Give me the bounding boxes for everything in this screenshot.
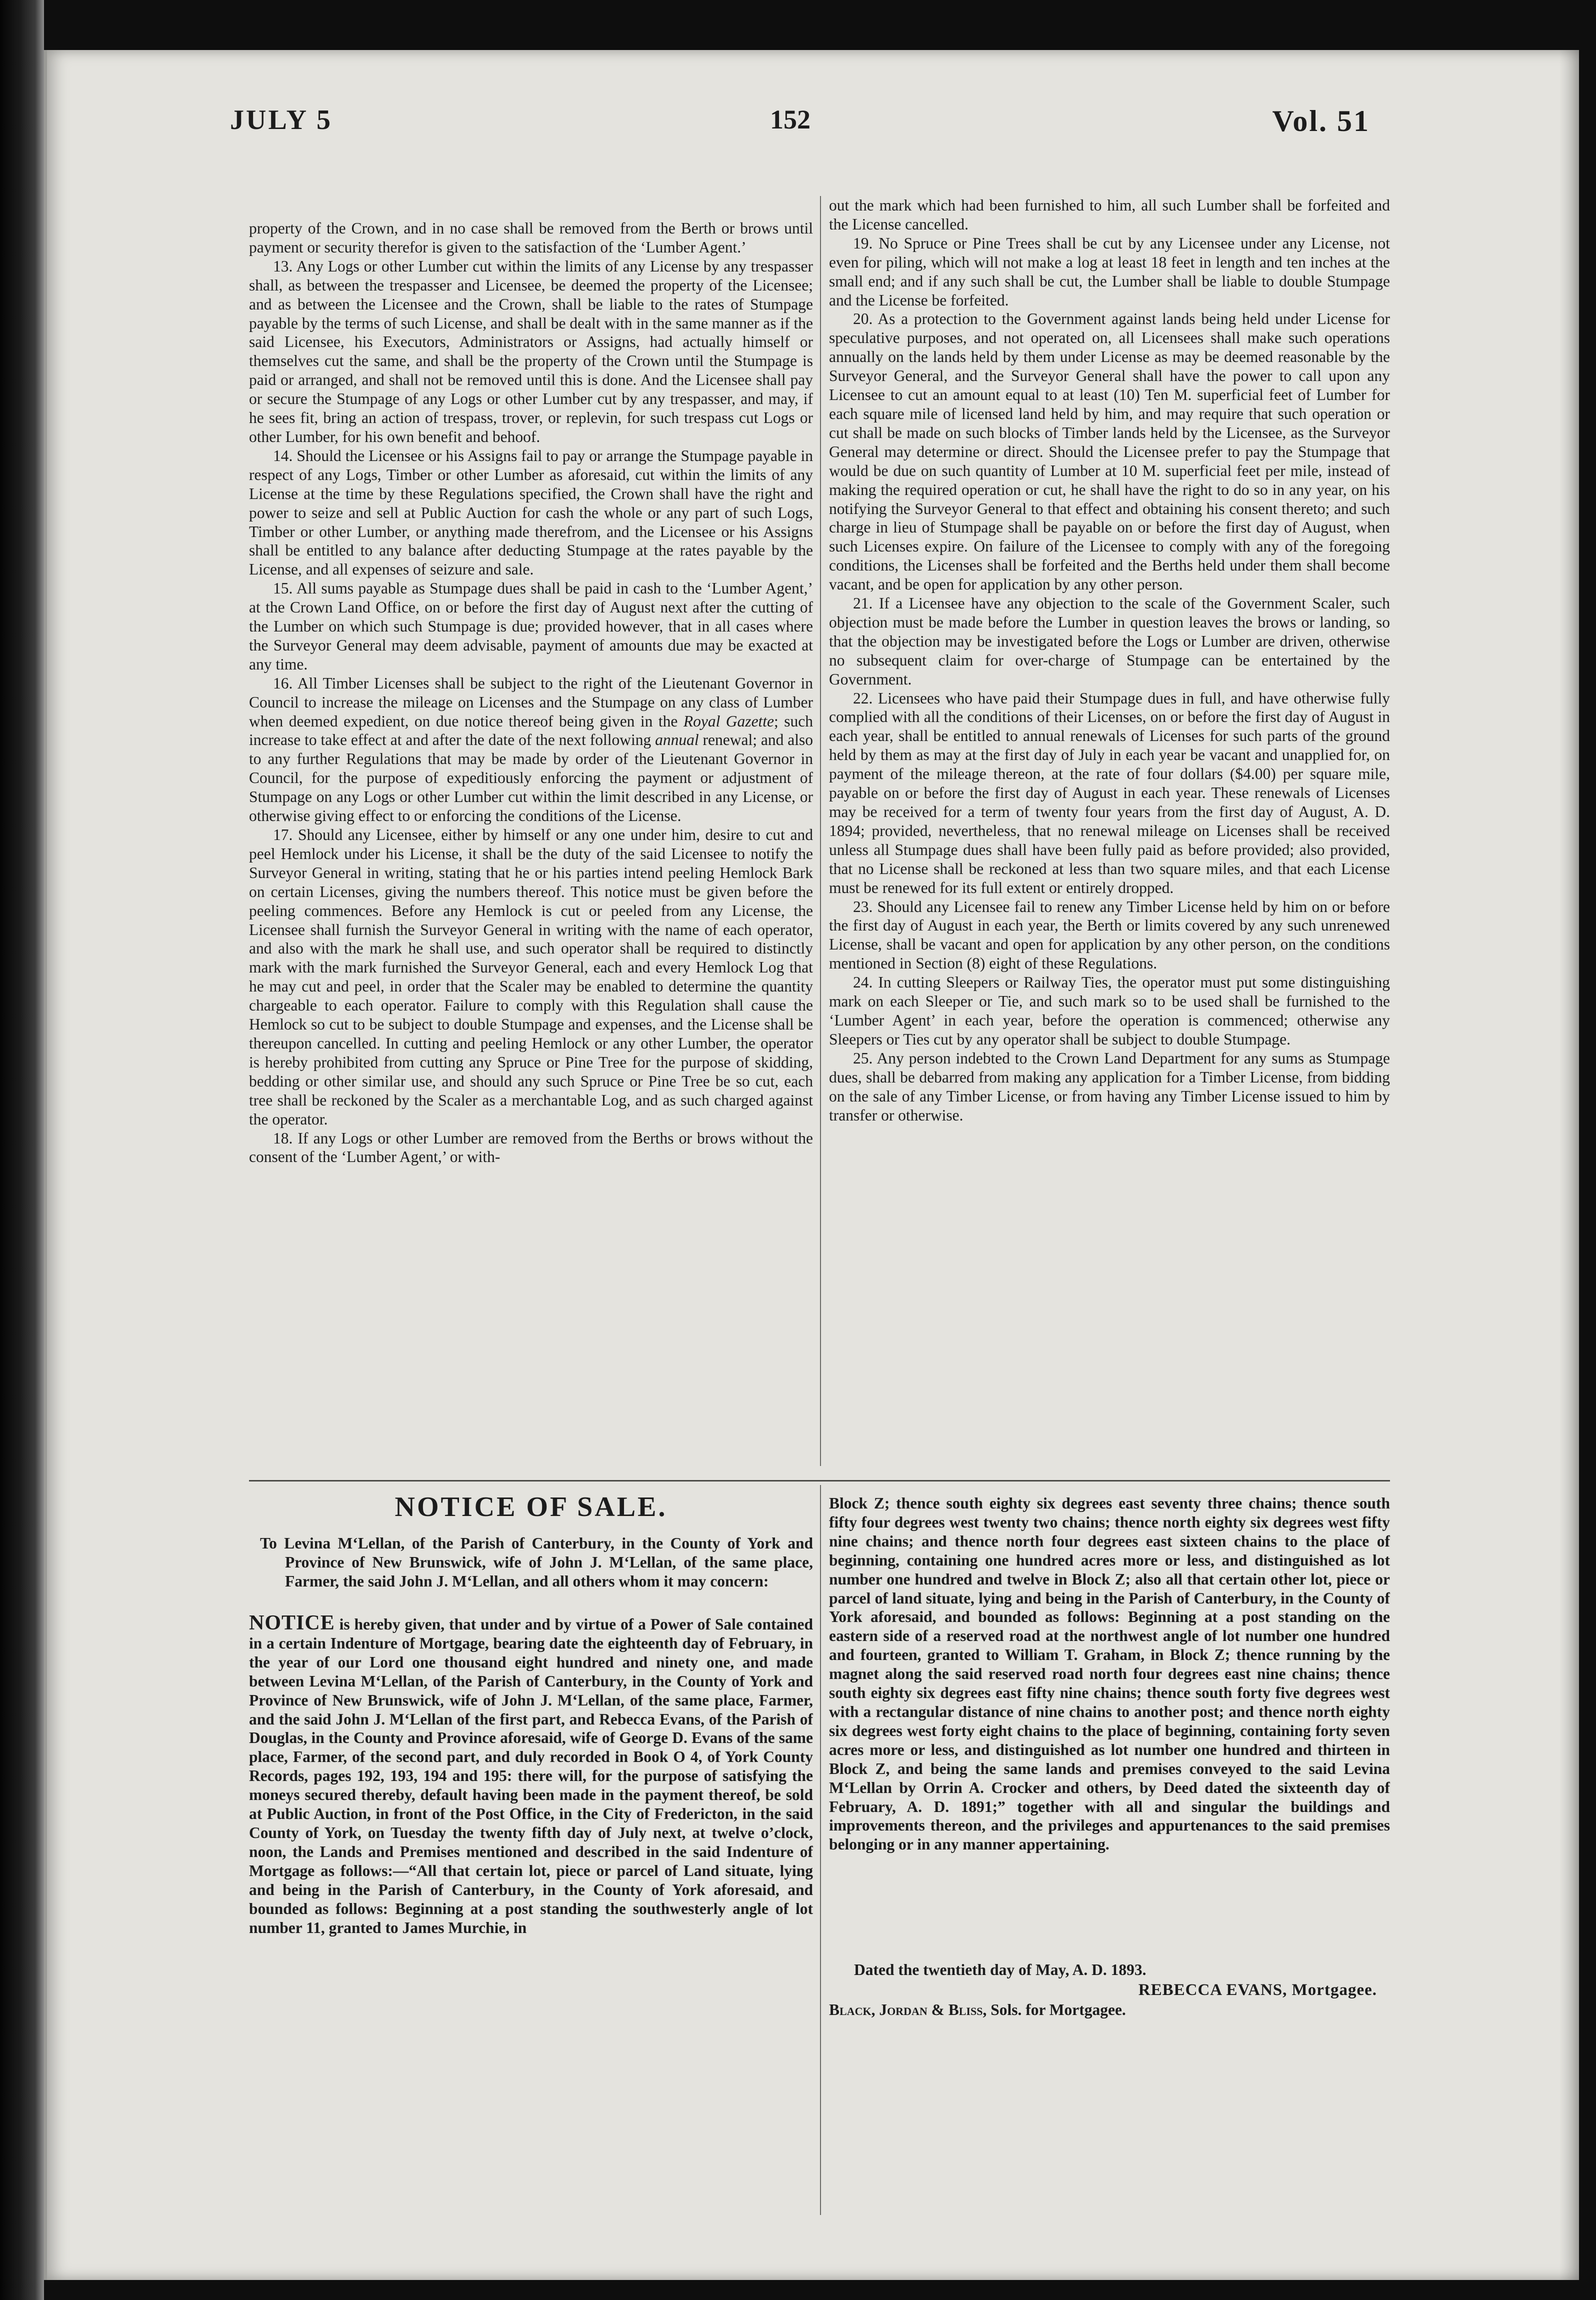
notice-body-left: is hereby given, that under and by virtue of a Power of Sale contained in a certain Indenture of Mortgage, bearing date the eighteenth day of February, in the year of our Lord one thousand eight hundred and ninety one, and made between Levina M‘Lellan, of the Parish of Canterbury, in the County of York and Province of New Brunswick, wife of John J. M‘Lellan, of the same place, Farmer, and the said John J. M‘Lellan of the first part, and Rebecca Evans, of the Parish of Douglas, in the County and Province aforesaid, wife of George D. Evans of the same place, Farmer, of the second part, and duly recorded in Book O 4, of York County Records, pages 192, 193, 194 and 195: there will, for the purpose of satisfying the moneys secured thereby, default having been made in the payment thereof, be sold at Public Auction, in front of the Post Office, in the City of Fredericton, in the said County of York, on Tuesday the twenty fifth day of July next, at twelve o’clock, noon, the Lands and Premises mentioned and described in the said Indenture of Mortgage as follows:—“All that certain lot, piece or parcel of Land situate, lying and being in the Parish of Canterbury, in the County of York aforesaid, and bounded as follows: Beginning at a post standing the southwesterly angle of lot number 11, granted to James Murchie, in — [249, 1616, 813, 1936]
regulation-19: 19. No Spruce or Pine Trees shall be cut by any Licensee under any License, not even for piling, which will not make a log at least 18 feet in length and ten inches at the small end; and if any such shall be cut, the Lumber shall be liable to double Stumpage and the License be forfeited. — [829, 234, 1390, 309]
scan-border — [0, 0, 44, 2300]
regulation-16-mid: ; such increase to take effect at and after the date of the next following — [249, 712, 813, 749]
issue-date: JULY 5 — [230, 104, 333, 136]
column-divider — [820, 196, 821, 1466]
regulation-16-text: 16. All Timber Licenses shall be subject to the right of the Lieutenant Governor in Council to increase the mileage on Licenses and the Stumpage on any class of Lumber when deemed expedient, on due notice thereof being given in the — [249, 674, 813, 730]
regulations-right-column — [829, 196, 1390, 1466]
regulation-14: 14. Should the Licensee or his Assigns fail to pay or arrange the Stumpage payable in respect of any Logs, Timber or other Lumber as aforesaid, cut within the limits of any License at the time by these Regulations specified, the Crown shall have the right and power to seize and sell at Public Auction for cash the whole or any part of such Logs, Timber or other Lumber, or anything made therefrom, and the Licensee or his Assigns shall be entitled to any balance after deducting Stumpage at the rates payable by the License, and all expenses of seizure and sale. — [249, 446, 813, 578]
annual-italic: annual — [655, 731, 699, 749]
section-divider — [249, 1480, 1390, 1482]
regulations-left-column — [249, 219, 813, 1469]
regulation-17: 17. Should any Licensee, either by himself or any one under him, desire to cut and peel Hemlock under his License, it shall be the duty of the said Licensee to notify the Surveyor General in writing, stating that he or his parties intend peeling Hemlock Bark on certain Licenses, giving the numbers thereof. This notice must be given before the peeling commences. Before any Hemlock is cut or peeled from any License, the Licensee shall furnish the Surveyor General in writing with the name of each operator, and also with the mark he shall use, and such operator shall be required to distinctly mark with the mark furnished the Surveyor General, each and every Hemlock Log that he may cut and peel, in order that the Scaler may be enabled to determine the quantity chargeable to each operator. Failure to comply with this Regulation shall cause the Hemlock so cut to be subject to double Stumpage and expenses, and the License shall be thereupon cancelled. In cutting and peeling Hemlock or any other Lumber, the operator is hereby prohibited from cutting any Spruce or Pine Tree for the purpose of skidding, bedding or other similar use, and should any such Spruce or Pine Tree be so cut, each tree shall be reckoned by the Scaler as a merchantable Log, and as such charged against the operator. — [249, 826, 813, 1128]
page-header — [230, 104, 1370, 154]
notice-addressee: To Levina M‘Lellan, of the Parish of Canterbury, in the County of York and Province of New Brunswick, wife of John J. M‘Lellan, of the same place, Farmer, the said John J. M‘Lellan, and all others whom it may concern: — [260, 1534, 813, 1590]
page-shadow — [1559, 50, 1579, 2280]
page-number: 152 — [770, 104, 810, 134]
regulation-16-end: renewal; and also to any further Regulations that may be made by order of the Lieutenant Governor in Council, for the purpose of expeditiously enforcing the payment or adjustment of Stumpage on any Logs or other Lumber cut within the limit described in any License, or otherwise giving effect to or enforcing the conditions of the License. — [249, 731, 813, 825]
notice-column-divider — [820, 1485, 821, 2215]
notice-signer: REBECCA EVANS, Mortgagee. — [1138, 1981, 1377, 1999]
royal-gazette-italic: Royal Gazette — [683, 712, 774, 730]
regulation-22: 22. Licensees who have paid their Stumpage dues in full, and have otherwise fully complied with all the conditions of their Licenses, on or before the first day of August in each year, shall be entitled to annual renewals of Licenses for such parts of the ground held by them as may at the first day of July in each year be vacant and unapplied for, on payment of the mileage thereon, at the rate of four dollars ($4.00) per square mile, payable on or before the first day of August in each year. These renewals of Licenses may be received for a term of twenty four years from the first day of August, A. D. 1894; provided, nevertheless, that no renewal mileage on Licenses shall be received unless all Stumpage dues shall have been fully paid as before provided; also provided, that no License shall be reckoned at less than two square miles, and that each License must be renewed for its full extent or entirely dropped. — [829, 689, 1390, 896]
regulation-20: 20. As a protection to the Government against lands being held under License for speculative purposes, and not operated on, all Licensees shall make such operations annually on the lands held by them under License as may be deemed reasonable by the Surveyor General, and the Surveyor General shall have the power to call upon any Licensee to cut an amount equal to at least (10) Ten M. superficial feet of Lumber for each square mile of licensed land held by him, and may require that such operation or cut shall be made on such blocks of Timber lands held by the Licensee, as the Surveyor General may determine or direct. Should the Licensee prefer to pay the Stumpage that would be due on such quantity of Lumber at 10 M. superficial feet per mile, instead of making the required operation or cut, he shall have the right to do so in any year, on his notifying the Surveyor General to that effect and obtaining his consent thereto; and such charge in lieu of Stumpage shall be payable on or before the first day of August, when such Licenses expire. On failure of the Licensee to comply with any of the foregoing conditions, the Licenses shall be forfeited and the Berths held under them shall become vacant, and be open for application by any other person. — [829, 310, 1390, 594]
regulation-21: 21. If a Licensee have any objection to the scale of the Government Scaler, such objection must be made before the Lumber in question leaves the brows or landing, so that the objection may be investigated before the Logs or Lumber are driven, otherwise no subsequent claim for over-charge of Stumpage can be entertained by the Government. — [829, 594, 1390, 688]
notice-left-column — [249, 1614, 813, 2224]
notice-solicitors — [829, 2001, 1126, 2019]
volume-number: Vol. 51 — [1272, 104, 1370, 138]
regulation-paragraph: out the mark which had been furnished to him, all such Lumber shall be forfeited and the License cancelled. — [829, 196, 1390, 233]
regulation-15: 15. All sums payable as Stumpage dues shall be paid in cash to the ‘Lumber Agent,’ at the Crown Land Office, on or before the first day of August next after the cutting of the Lumber on which such Stumpage is due; provided however, that in all cases where the Surveyor General may deem advisable, payment of amounts due may be exacted at any time. — [249, 580, 813, 673]
regulation-24: 24. In cutting Sleepers or Railway Ties, the operator must put some distinguishing mark on each Sleeper or Tie, and such mark so to be used shall be furnished to the ‘Lumber Agent’ in each year, before the operation is commenced; otherwise any Sleepers or Ties cut by any operator shall be subject to double Stumpage. — [829, 974, 1390, 1048]
solicitors-name: Black, Jordan & Bliss, — [829, 2001, 987, 2018]
notice-dated: Dated the twentieth day of May, A. D. 1893. — [854, 1961, 1146, 1978]
regulation-23: 23. Should any Licensee fail to renew any Timber License held by him on or before the first day of August in each year, the Berth or limits covered by any such unrenewed License, shall be vacant and open for application by any other person, on the conditions mentioned in Section (8) eight of these Regulations. — [829, 898, 1390, 972]
solicitors-role: Sols. for Mortgagee. — [986, 2001, 1126, 2018]
regulation-18: 18. If any Logs or other Lumber are removed from the Berths or brows without the consent of the ‘Lumber Agent,’ or with- — [249, 1129, 813, 1166]
regulation-16 — [249, 674, 813, 826]
notice-lead-word: NOTICE — [249, 1614, 335, 1634]
regulation-13: 13. Any Logs or other Lumber cut within the limits of any License by any trespasser shall, as between the trespasser and Licensee, be deemed the property of the Licensee; and as between the Licensee and the Crown, shall be liable to the rates of Stumpage payable by the terms of such License, and shall be dealt with in the same manner as if the said Licensee, his Executors, Administrators or Assigns, had actually himself or themselves cut the same, and shall be the property of the Crown until the Stumpage is paid or arranged, and shall not be removed until this is done. And the Licensee shall pay or secure the Stumpage of any Logs or other Lumber cut by any trespasser, and may, if he sees fit, bring an action of trespass, trover, or replevin, for such trespass cut Logs or other Lumber, for his own benefit and behoof. — [249, 257, 813, 446]
notice-right-column — [829, 1494, 1390, 2124]
notice-body — [249, 1614, 813, 1937]
notice-title: NOTICE OF SALE. — [394, 1492, 668, 1522]
notice-body-right: Block Z; thence south eighty six degrees east seventy three chains; thence south fifty four degrees west twenty two chains; thence north eighty six degrees west fifty nine chains; and thence north four degrees east sixteen chains to the place of beginning, containing one hundred acres more or less, and distinguished as lot number one hundred and twelve in Block Z; also all that certain other lot, piece or parcel of land situate, lying and being in the Parish of Canterbury, in the County of York aforesaid, and bounded as follows: Beginning at a post standing on the eastern side of a reserved road at the northwest angle of lot number one hundred and fourteen, granted to William T. Graham, in Block Z; thence running by the magnet along the said reserved road north four degrees east nine chains; thence south eighty six degrees east fifty nine chains; thence south forty five degrees west with a rectangular distance of nine chains to another post; and thence north eighty six degrees west forty eight chains to the place of beginning, containing forty seven acres more or less, and distinguished as lot number one hundred and thirteen in Block Z, and being the same lands and premises conveyed to the said Levina M‘Lellan by Orrin A. Crocker and others, by Deed dated the sixteenth day of February, A. D. 1891;” together with all and singular the buildings and improvements thereon, and the privileges and appurtenances to the said premises belonging or in any manner appertaining. — [829, 1494, 1390, 1854]
regulation-25: 25. Any person indebted to the Crown Land Department for any sums as Stumpage dues, shall be debarred from making any application for a Timber License, from bidding on the sale of any Timber License, or from having any Timber License issued to him by transfer or otherwise. — [829, 1049, 1390, 1124]
regulation-paragraph: property of the Crown, and in no case shall be removed from the Berth or brows until payment or security therefor is given to the satisfaction of the ‘Lumber Agent.’ — [249, 220, 813, 256]
